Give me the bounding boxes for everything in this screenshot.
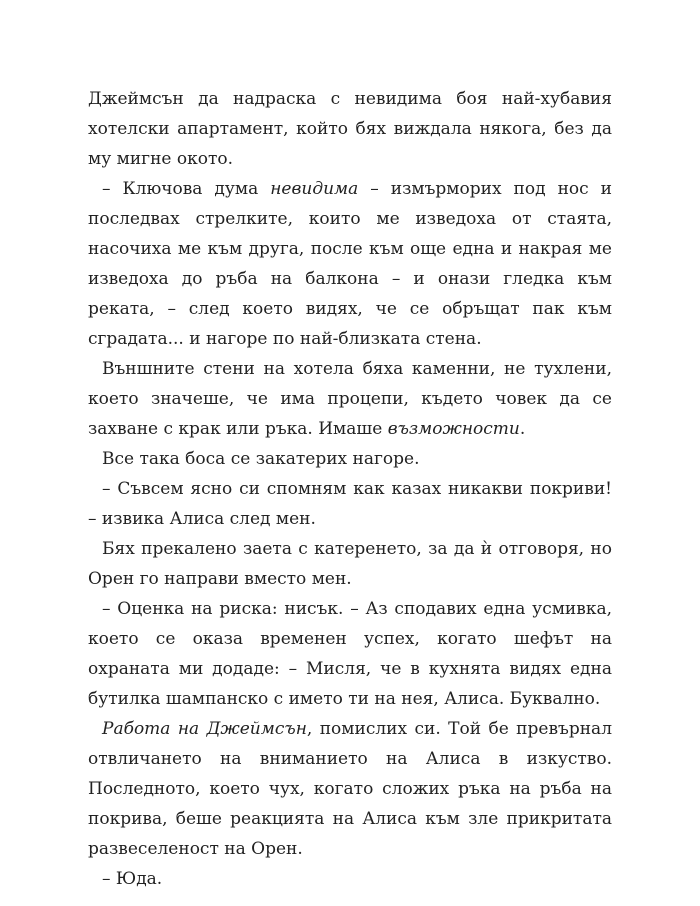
paragraph [88,594,612,714]
text-run: Външните стени на хотела бяха каменни, не тухлени, което значеше, че има процепи, където човек да се захване с крак или ръка. Имаше [88,359,612,439]
paragraph [88,444,612,474]
paragraph [88,864,612,894]
paragraph [88,534,612,594]
text-run: Все така боса се закатерих нагоре. [102,449,420,469]
text-run: – измърморих под нос и последвах стрелките, които ме изведоха от стаята, насочиха ме към друга, после към още една и накрая ме изведоха до ръба на балкона – и онази гледка към реката, – след което видях, че се обръщат пак към сградата... и нагоре по най-близката стена. [88,179,612,349]
italic-text-run: възможности [387,419,520,439]
text-run: Бях прекалено заета с катеренето, за да ѝ отговоря, но Орен го направи вместо мен. [88,539,612,589]
italic-text-run: Работа на Джеймсън [102,719,307,739]
text-run: Джеймсън да надраска с невидима боя най-хубавия хотелски апартамент, който бях виждала някога, без да му мигне окото. [88,89,612,169]
italic-text-run: невидима [270,179,359,199]
paragraph [88,714,612,864]
paragraph [88,354,612,444]
text-run: . [519,419,526,439]
text-run: – Оценка на риска: нисък. – Аз сподавих една усмивка, което се оказа временен успех, когато шефът на охраната ми додаде: – Мисля, че в кухнята видях една бутилка шампанско с името ти на нея, Алиса. Буквално. [88,599,612,709]
text-run: , помислих си. Той бе превърнал отвличането на вниманието на Алиса в изкуство. Последното, което чух, когато сложих ръка на ръба на покрива, беше реакцията на Алиса към зле прикритата развеселеност на Орен. [88,719,612,859]
text-run: – Юда. [102,869,163,889]
paragraph [88,84,612,174]
text-run: – Съвсем ясно си спомням как казах никакви покриви! – извика Алиса след мен. [88,479,612,529]
paragraph [88,174,612,354]
book-page [88,84,612,894]
text-run: – Ключова дума [102,179,271,199]
paragraph [88,474,612,534]
